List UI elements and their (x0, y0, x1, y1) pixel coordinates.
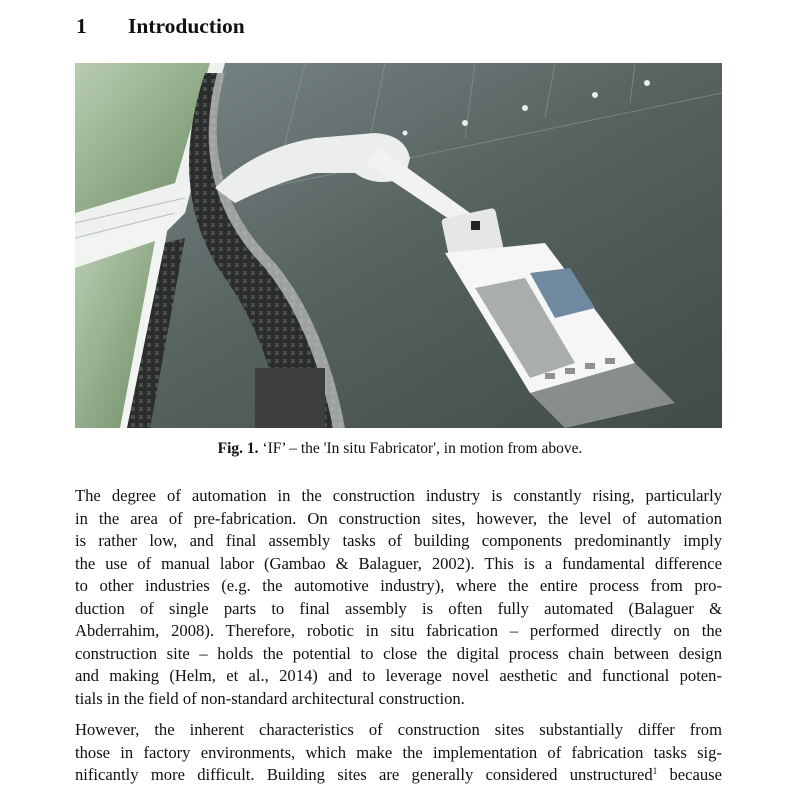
text-line-start: nificantly more difficult. Building sites are generally considered unstructured (75, 765, 653, 784)
robot-photo-illustration (75, 63, 722, 428)
figure-caption (0, 440, 800, 458)
footnote-reference[interactable]: 1 (652, 766, 658, 776)
figure-caption-label: Fig. 1. (217, 440, 259, 457)
text-line: The degree of automation in the construction industry is constantly rising, particularly (75, 486, 722, 505)
paragraph-2 (75, 719, 722, 787)
figure-caption-text: ‘IF’ – the 'In situ Fabricator', in motion from above. (262, 440, 583, 457)
section-heading (76, 14, 245, 39)
text-line: tials in the field of non-standard architectural construction. (75, 688, 465, 708)
text-line-end: because (657, 765, 722, 784)
section-number: 1 (76, 14, 87, 38)
text-line: to other industries (e.g. the automotive industry), where the entire process from pro- (75, 576, 722, 595)
text-line: is rather low, and final assembly tasks of building components predominantly imply (75, 531, 722, 550)
text-line: Abderrahim, 2008). Therefore, robotic in situ fabrication – performed directly on the (75, 621, 722, 640)
text-line: However, the inherent characteristics of construction sites substantially differ from (75, 720, 722, 739)
figure-image (75, 63, 722, 428)
text-line: construction site – holds the potential to close the digital process chain between design (75, 643, 722, 663)
text-line: duction of single parts to final assembly is often fully automated (Balaguer & (75, 598, 722, 618)
paragraph-1 (75, 485, 722, 710)
text-line: in the area of pre-fabrication. On construction sites, however, the level of automation (75, 508, 722, 528)
text-line: and making (Helm, et al., 2014) and to leverage novel aesthetic and functional poten- (75, 666, 722, 685)
section-title: Introduction (128, 14, 245, 38)
text-line: those in factory environments, which make the implementation of fabrication tasks sig- (75, 742, 722, 762)
text-line: the use of manual labor (Gambao & Balaguer, 2002). This is a fundamental difference (75, 553, 722, 573)
text-line-with-footnote (75, 764, 722, 787)
